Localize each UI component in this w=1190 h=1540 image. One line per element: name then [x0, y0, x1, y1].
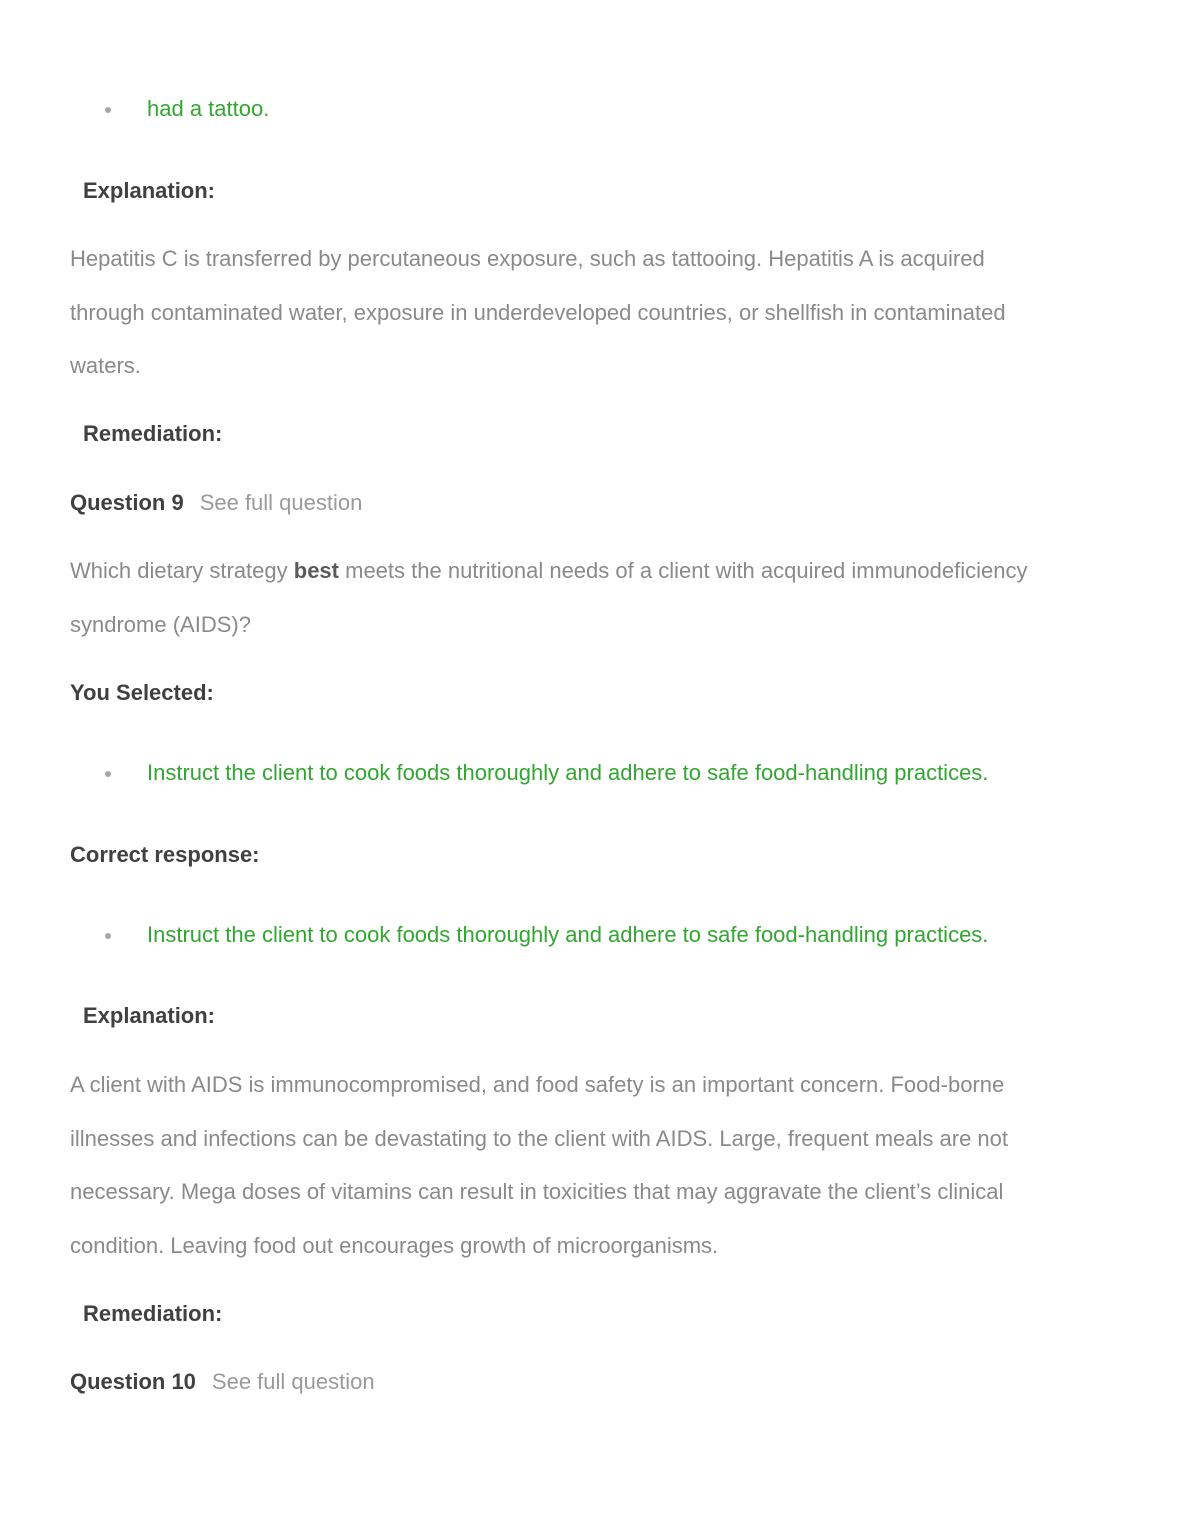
prev-explanation-line: through contaminated water, exposure in underdeveloped countries, or shellfish in contaminated: [70, 299, 1006, 325]
selected-answer: Instruct the client to cook foods thoroughly and adhere to safe food-handling practices.: [147, 760, 989, 785]
prev-answer: had a tattoo.: [147, 96, 270, 121]
explanation-line: condition. Leaving food out encourages growth of microorganisms.: [70, 1232, 719, 1258]
stem-text: meets the nutritional needs of a client with acquired immunodeficiency: [339, 558, 1028, 583]
stem-text: Which dietary strategy: [70, 558, 294, 583]
explanation-line: A client with AIDS is immunocompromised, and food safety is an important concern. Food-borne: [70, 1072, 1005, 1097]
question-9-stem-line: syndrome (AIDS)?: [70, 611, 251, 637]
prev-remediation-label: Remediation:: [83, 421, 223, 446]
prev-explanation-line: waters.: [70, 353, 141, 378]
explanation-line: illnesses and infections can be devastating to the client with AIDS. Large, frequent meals are not: [70, 1125, 1008, 1151]
question-10-header: [70, 1369, 375, 1395]
explanation-label: Explanation:: [83, 1003, 216, 1028]
explanation-line: necessary. Mega doses of vitamins can result in toxicities that may aggravate the client’s clinical: [70, 1179, 1004, 1204]
explanation-text: [70, 1058, 1110, 1272]
remediation-label: Remediation:: [83, 1301, 223, 1326]
question-10-see-full-link[interactable]: See full question: [211, 1369, 375, 1394]
stem-emphasis: best: [293, 558, 339, 583]
bullet-dot-icon: [105, 107, 111, 113]
question-9-title: Question 9: [70, 490, 184, 515]
question-9-see-full-link[interactable]: See full question: [199, 490, 363, 515]
question-9-stem: [70, 544, 1110, 651]
bullet-dot-icon: [105, 771, 111, 777]
bullet-dot-icon: [105, 933, 111, 939]
prev-explanation-text: [70, 232, 1110, 393]
prev-explanation-label: Explanation:: [83, 178, 216, 203]
question-10-title: Question 10: [70, 1369, 196, 1394]
correct-answer: Instruct the client to cook foods thoroughly and adhere to safe food-handling practices.: [147, 922, 989, 947]
question-9-stem-line: [70, 544, 1110, 598]
correct-response-label: Correct response:: [70, 842, 260, 867]
you-selected-label: You Selected:: [70, 680, 214, 705]
question-9-header: [70, 490, 362, 516]
prev-explanation-line: Hepatitis C is transferred by percutaneous exposure, such as tattooing. Hepatitis A is acquired: [70, 246, 985, 271]
